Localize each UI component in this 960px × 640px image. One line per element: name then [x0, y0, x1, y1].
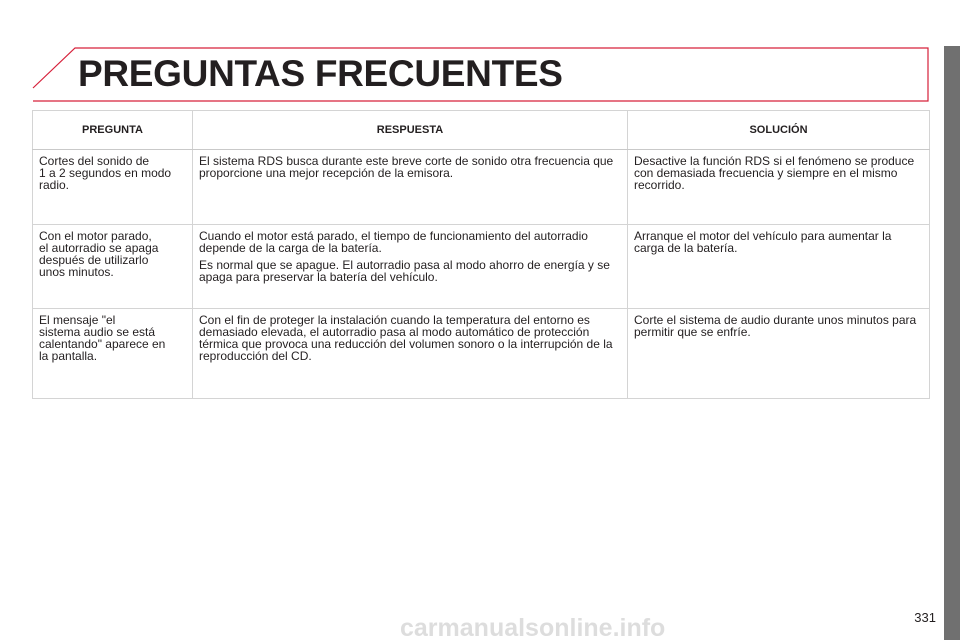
header-solution: SOLUCIÓN: [628, 111, 930, 150]
table-row: [33, 150, 930, 225]
answer-cell: [193, 225, 628, 309]
solution-cell: [628, 150, 930, 225]
table-row: [33, 225, 930, 309]
header-answer: RESPUESTA: [193, 111, 628, 150]
side-index-bar: [944, 46, 960, 640]
page-title: PREGUNTAS FRECUENTES: [78, 53, 563, 94]
solution-cell: [628, 309, 930, 399]
question-text: Con el motor parado, el autorradio se apaga después de utilizarlo unos minutos.: [39, 229, 159, 279]
question-cell: [33, 150, 193, 225]
header-question: PREGUNTA: [33, 111, 193, 150]
watermark: carmanualsonline.info: [400, 614, 666, 640]
answer-paragraph: Con el fin de proteger la instalación cuando la temperatura del entorno es demasiado elevada, el autorradio pasa al modo automático de protección térmica que provoca una reducción del volumen sonoro o la interrupción de la reproducción del CD.: [199, 313, 613, 363]
page-number: 331: [914, 610, 936, 625]
answer-paragraph: Cuando el motor está parado, el tiempo de funcionamiento del autorradio depende de la carga de la batería.: [199, 229, 588, 255]
solution-text: Desactive la función RDS si el fenómeno se produce con demasiada frecuencia y siempre en el mismo recorrido.: [634, 154, 915, 192]
answer-paragraph: El sistema RDS busca durante este breve corte de sonido otra frecuencia que proporcione una mejor recepción de la emisora.: [199, 154, 614, 180]
solution-text: Corte el sistema de audio durante unos minutos para permitir que se enfríe.: [634, 313, 917, 339]
question-cell: [33, 225, 193, 309]
solution-cell: [628, 225, 930, 309]
table-header-row: [33, 111, 930, 150]
solution-text: Arranque el motor del vehículo para aumentar la carga de la batería.: [634, 229, 892, 255]
faq-table: [32, 110, 930, 399]
answer-cell: [193, 309, 628, 399]
answer-paragraph: Es normal que se apague. El autorradio pasa al modo ahorro de energía y se apaga para preservar la batería del vehículo.: [199, 258, 610, 284]
table-row: [33, 309, 930, 399]
question-text: El mensaje "el sistema audio se está calentando" aparece en la pantalla.: [39, 313, 166, 363]
question-cell: [33, 309, 193, 399]
question-text: Cortes del sonido de 1 a 2 segundos en modo radio.: [39, 154, 172, 192]
answer-cell: [193, 150, 628, 225]
